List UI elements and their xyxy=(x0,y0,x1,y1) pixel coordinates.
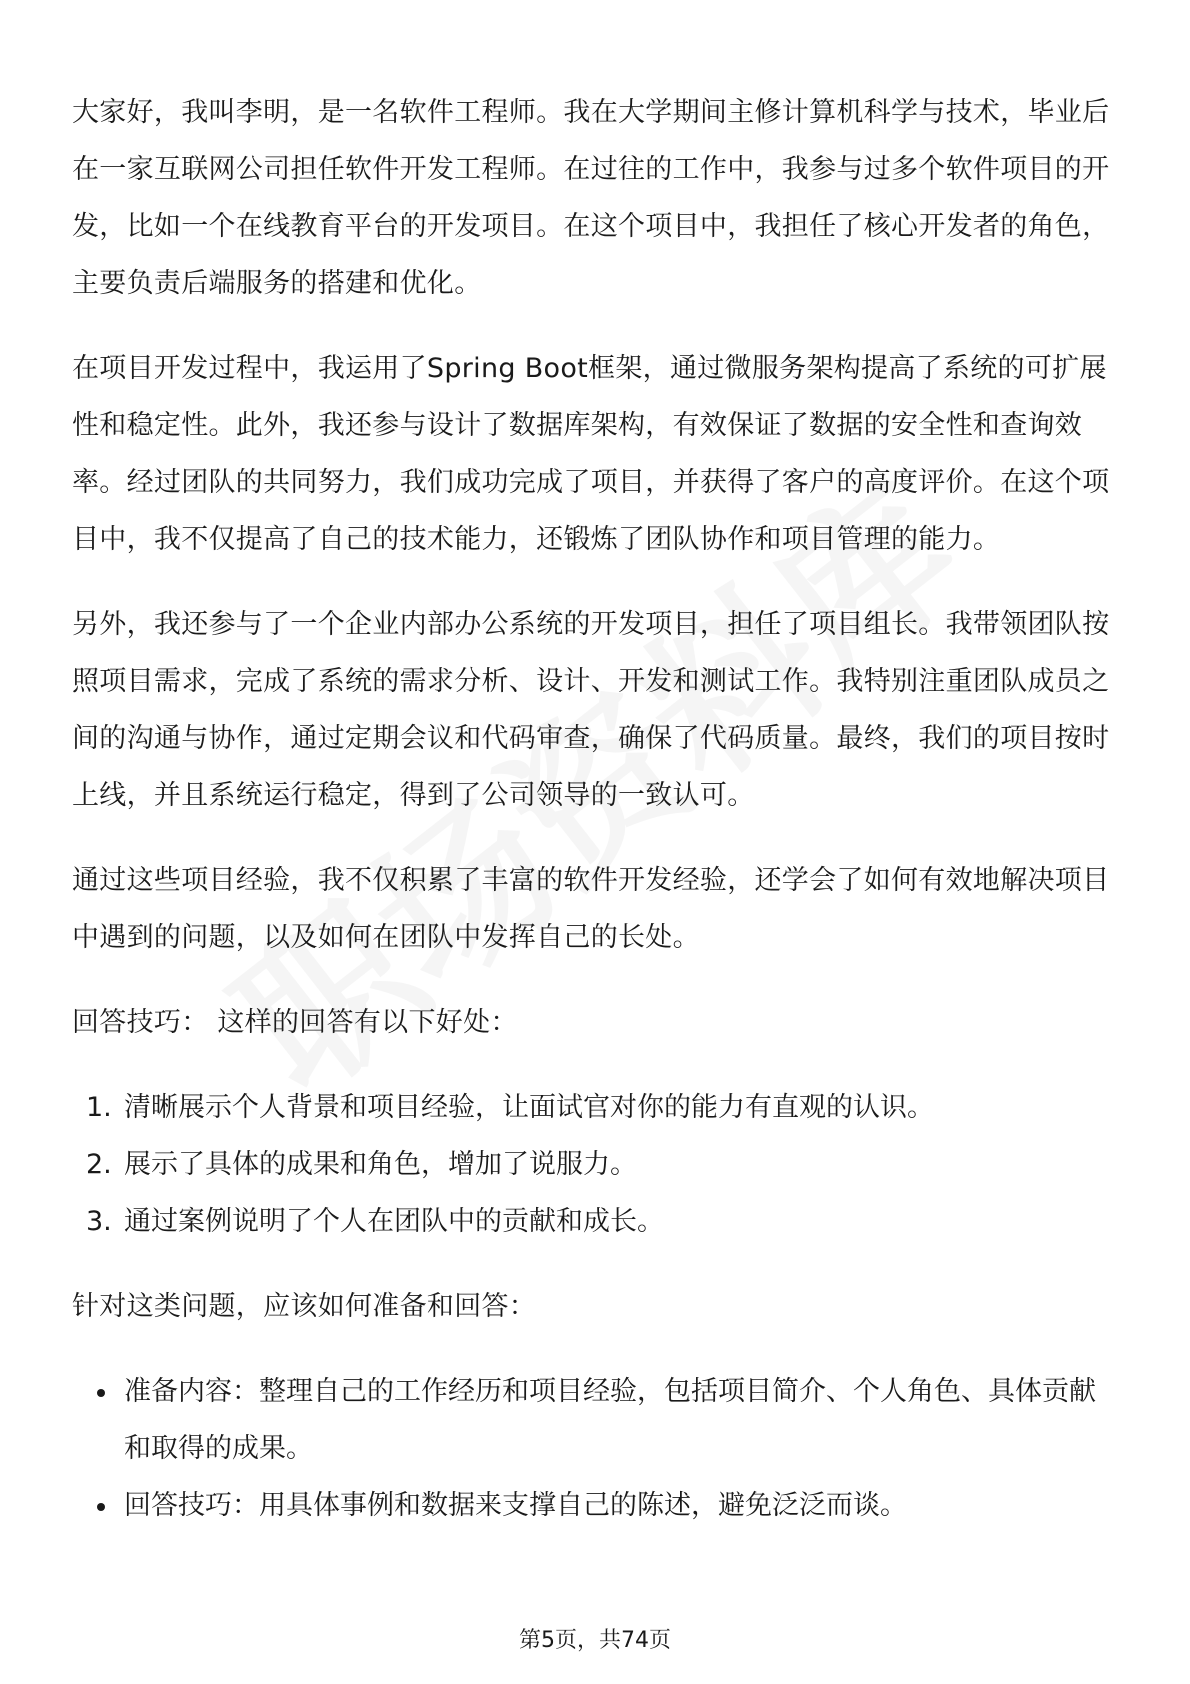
list-item xyxy=(72,1477,1118,1534)
list-number: 2. xyxy=(86,1149,112,1180)
prep-heading: 针对这类问题，应该如何准备和回答： xyxy=(72,1291,537,1322)
list-item-text: 回答技巧：用具体事例和数据来支撑自己的陈述，避免泛泛而谈。 xyxy=(124,1490,907,1521)
tips-list xyxy=(72,1079,1118,1250)
list-item xyxy=(72,1193,1118,1250)
tips-heading: 回答技巧： 这样的回答有以下好处： xyxy=(72,1007,518,1038)
list-item-text: 展示了具体的成果和角色，增加了说服力。 xyxy=(124,1149,637,1180)
page-footer: 第5页，共74页 xyxy=(519,1628,671,1653)
summary-paragraph: 通过这些项目经验，我不仅积累了丰富的软件开发经验，还学会了如何有效地解决项目中遇到的问题，以及如何在团队中发挥自己的长处。 xyxy=(72,865,1110,953)
list-number: 1. xyxy=(86,1092,112,1123)
list-number: 3. xyxy=(86,1206,112,1237)
list-item xyxy=(72,1079,1118,1136)
prep-list xyxy=(72,1363,1118,1534)
list-item-text: 通过案例说明了个人在团队中的贡献和成长。 xyxy=(124,1206,664,1237)
list-item-text: 清晰展示个人背景和项目经验，让面试官对你的能力有直观的认识。 xyxy=(124,1092,934,1123)
team-lead-paragraph: 另外，我还参与了一个企业内部办公系统的开发项目，担任了项目组长。我带领团队按照项目需求，完成了系统的需求分析、设计、开发和测试工作。我特别注重团队成员之间的沟通与协作，通过定期会议和代码审查，确保了代码质量。最终，我们的项目按时上线，并且系统运行稳定，得到了公司领导的一致认可。 xyxy=(72,609,1110,811)
list-item-text: 准备内容：整理自己的工作经历和项目经验，包括项目简介、个人角色、具体贡献和取得的成果。 xyxy=(124,1376,1096,1464)
document-page xyxy=(72,84,1118,1534)
bullet-icon xyxy=(97,1503,105,1511)
list-item xyxy=(72,1363,1118,1477)
bullet-icon xyxy=(97,1389,105,1397)
project-paragraph: 在项目开发过程中，我运用了Spring Boot框架，通过微服务架构提高了系统的可扩展性和稳定性。此外，我还参与设计了数据库架构，有效保证了数据的安全性和查询效率。经过团队的共同努力，我们成功完成了项目，并获得了客户的高度评价。在这个项目中，我不仅提高了自己的技术能力，还锻炼了团队协作和项目管理的能力。 xyxy=(72,353,1110,555)
intro-paragraph: 大家好，我叫李明，是一名软件工程师。我在大学期间主修计算机科学与技术，毕业后在一家互联网公司担任软件开发工程师。在过往的工作中，我参与过多个软件项目的开发，比如一个在线教育平台的开发项目。在这个项目中，我担任了核心开发者的角色，主要负责后端服务的搭建和优化。 xyxy=(72,97,1110,299)
list-item xyxy=(72,1136,1118,1193)
